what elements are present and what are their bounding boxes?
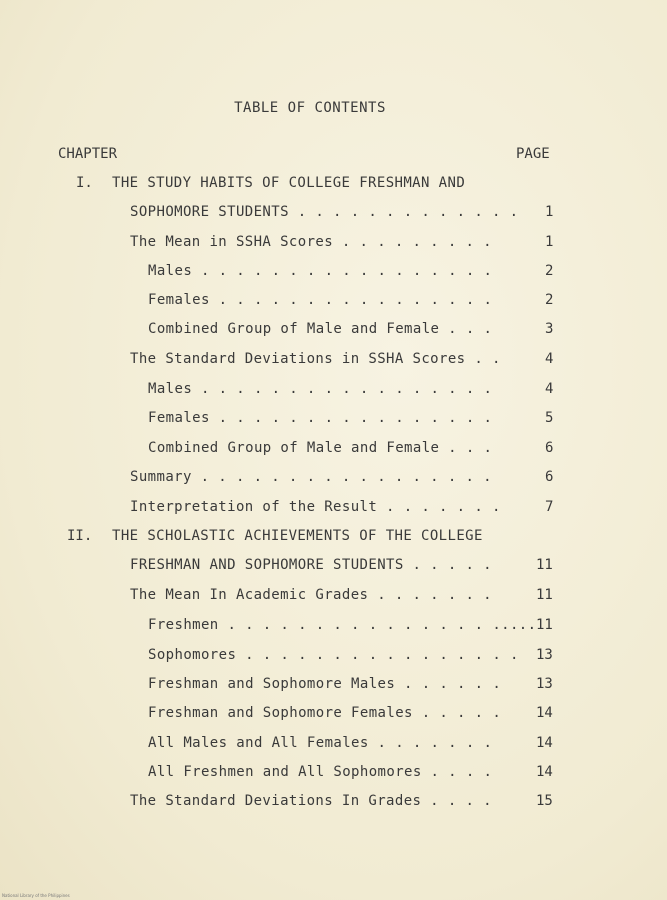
- page-number: 2: [545, 263, 554, 279]
- toc-entry: All Freshmen and All Sophomores . . . .: [148, 764, 493, 780]
- page-number: 6: [545, 469, 554, 485]
- toc-entry: Freshman and Sophomore Males . . . . . .: [148, 676, 502, 692]
- toc-entry: Combined Group of Male and Female . . .: [148, 321, 493, 337]
- page-number: 14: [536, 764, 553, 780]
- page-number: 11: [536, 617, 553, 633]
- page-number: 13: [536, 647, 553, 663]
- page-number: 6: [545, 440, 554, 456]
- page-number: 14: [536, 705, 553, 721]
- chapter-header: CHAPTER: [58, 146, 118, 162]
- toc-entry: Interpretation of the Result . . . . . . .: [130, 499, 501, 515]
- page-number: 5: [545, 410, 554, 426]
- toc-entry: Freshman and Sophomore Females . . . . .: [148, 705, 502, 721]
- chapter-numeral: II.: [67, 528, 93, 544]
- page-number: 11: [536, 557, 553, 573]
- toc-entry: Males . . . . . . . . . . . . . . . . .: [148, 263, 493, 279]
- page-title: TABLE OF CONTENTS: [234, 100, 386, 116]
- page-number: 2: [545, 292, 554, 308]
- chapter-numeral: I.: [76, 175, 93, 191]
- toc-entry: The Mean in SSHA Scores . . . . . . . . .: [130, 234, 492, 250]
- toc-entry: Summary . . . . . . . . . . . . . . . . .: [130, 469, 492, 485]
- archive-footer: National Library of the Philippines: [2, 893, 70, 898]
- toc-entry: Females . . . . . . . . . . . . . . . .: [148, 292, 493, 308]
- toc-entry: The Standard Deviations In Grades . . . .: [130, 793, 492, 809]
- chapter-title-line: THE STUDY HABITS OF COLLEGE FRESHMAN AND: [112, 175, 466, 191]
- toc-entry: Females . . . . . . . . . . . . . . . .: [148, 410, 493, 426]
- chapter-title-line: THE SCHOLASTIC ACHIEVEMENTS OF THE COLLEGE: [112, 528, 483, 544]
- toc-entry: Males . . . . . . . . . . . . . . . . .: [148, 381, 493, 397]
- page-header: PAGE: [516, 146, 550, 162]
- page-number: 14: [536, 735, 553, 751]
- page-number: 3: [545, 321, 554, 337]
- toc-entry: Freshmen . . . . . . . . . . . . . . . .....: [148, 617, 537, 633]
- chapter-title-line: SOPHOMORE STUDENTS . . . . . . . . . . . . .: [130, 204, 519, 220]
- page-number: 11: [536, 587, 553, 603]
- page-number: 15: [536, 793, 553, 809]
- page-number: 4: [545, 381, 554, 397]
- page-number: 4: [545, 351, 554, 367]
- page-number: 1: [545, 204, 554, 220]
- toc-entry: Sophomores . . . . . . . . . . . . . . . .: [148, 647, 519, 663]
- toc-entry: All Males and All Females . . . . . . .: [148, 735, 493, 751]
- toc-entry: Combined Group of Male and Female . . .: [148, 440, 493, 456]
- page-number: 1: [545, 234, 554, 250]
- toc-entry: The Mean In Academic Grades . . . . . . .: [130, 587, 492, 603]
- page-number: 7: [545, 499, 554, 515]
- toc-entry: The Standard Deviations in SSHA Scores . .: [130, 351, 501, 367]
- page-number: 13: [536, 676, 553, 692]
- chapter-title-line: FRESHMAN AND SOPHOMORE STUDENTS . . . . .: [130, 557, 492, 573]
